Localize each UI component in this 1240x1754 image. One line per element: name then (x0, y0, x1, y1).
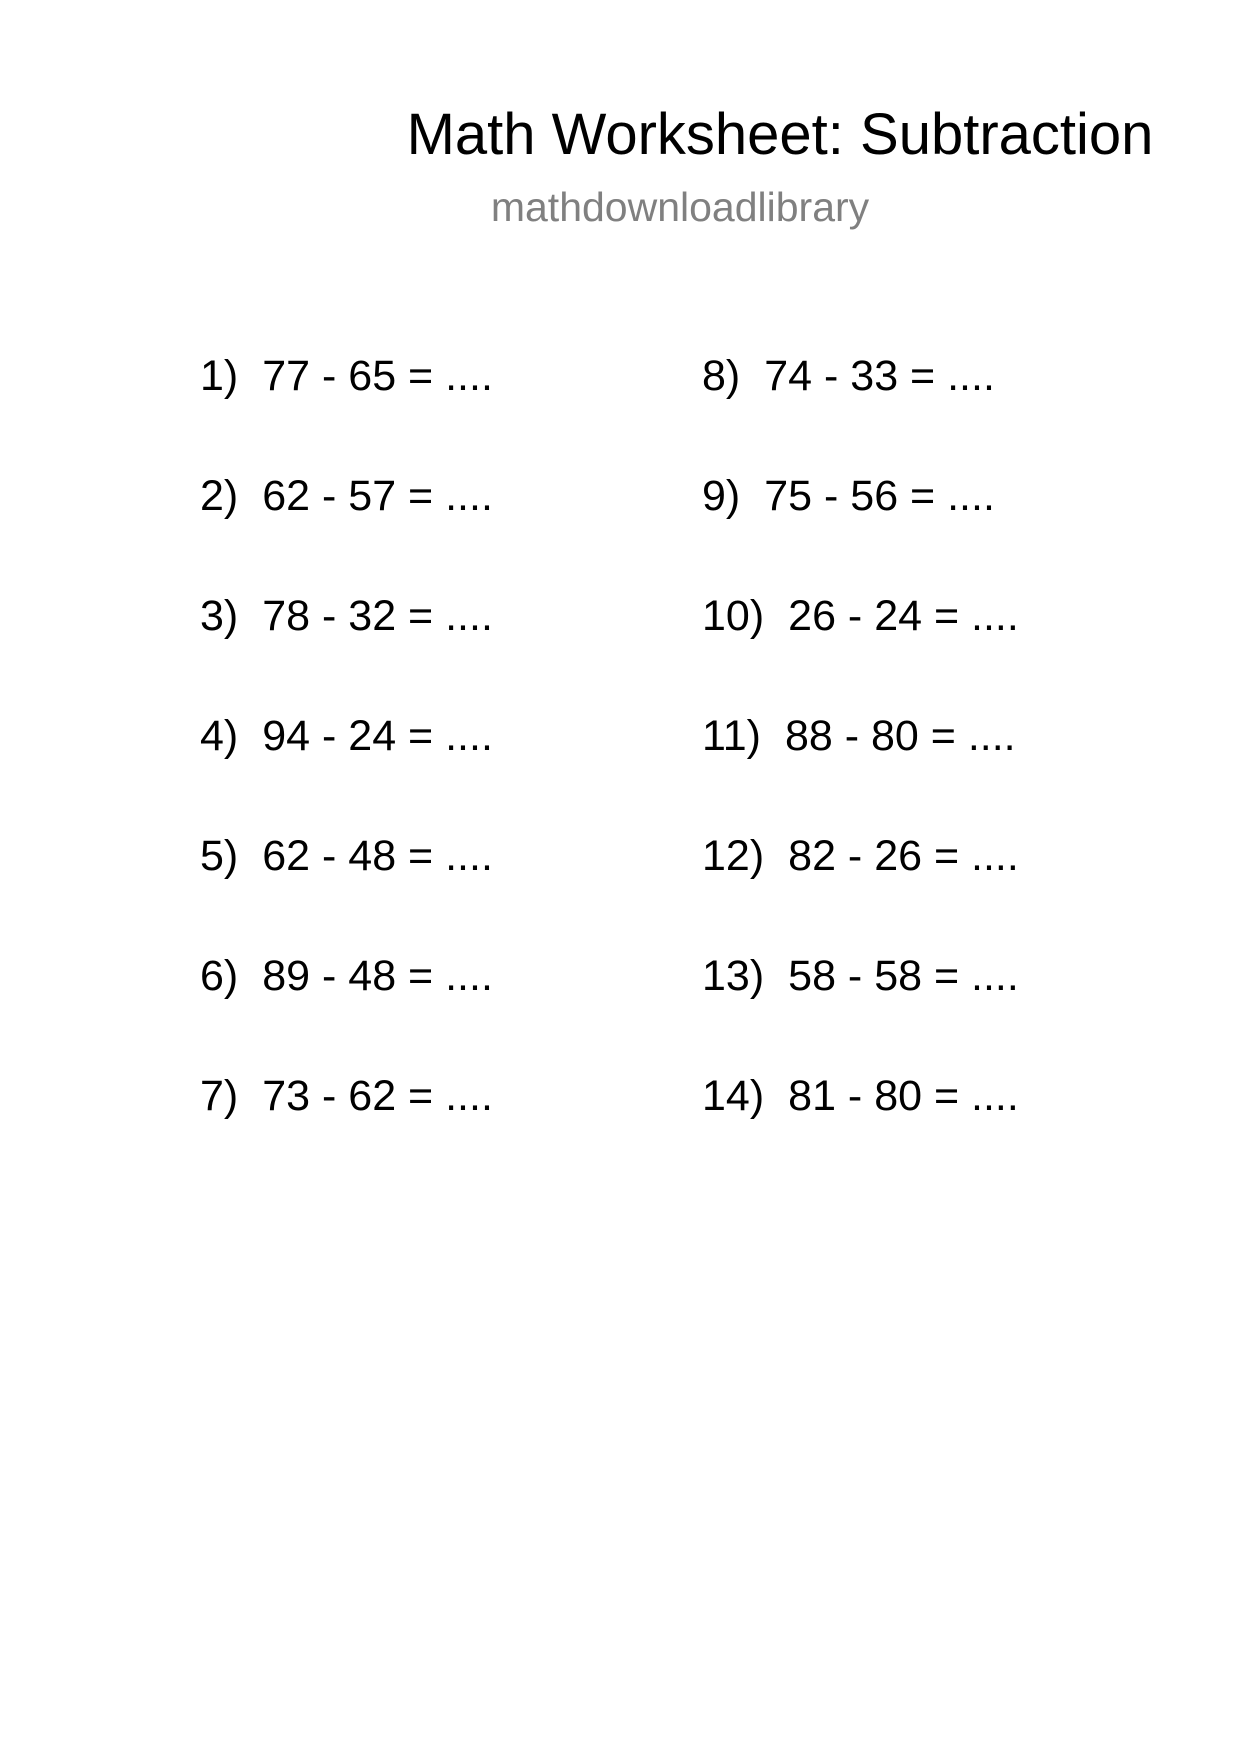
problem-expression: 58 - 58 = .... (788, 952, 1019, 1000)
problem-11 (702, 710, 1019, 830)
worksheet-title: Math Worksheet: Subtraction (406, 102, 1154, 167)
problem-expression: 89 - 48 = .... (262, 952, 493, 1000)
problem-9 (702, 470, 1019, 590)
problem-expression: 62 - 48 = .... (262, 832, 493, 880)
problem-12 (702, 830, 1019, 950)
problem-expression: 94 - 24 = .... (262, 712, 493, 760)
problem-3 (200, 590, 493, 710)
problem-column-left (200, 350, 493, 1190)
problem-column-right (702, 350, 1019, 1190)
problem-number: 1) (200, 352, 239, 400)
problem-6 (200, 950, 493, 1070)
worksheet-subtitle: mathdownloadlibrary (490, 184, 870, 230)
problem-number: 11) (702, 712, 761, 760)
problem-expression: 75 - 56 = .... (764, 472, 995, 520)
problem-expression: 81 - 80 = .... (788, 1072, 1019, 1120)
problem-4 (200, 710, 493, 830)
problem-number: 12) (702, 832, 765, 880)
problem-14 (702, 1070, 1019, 1190)
problem-expression: 74 - 33 = .... (764, 352, 995, 400)
problem-13 (702, 950, 1019, 1070)
problem-number: 5) (200, 832, 239, 880)
problem-number: 9) (702, 472, 741, 520)
problem-8 (702, 350, 1019, 470)
problem-2 (200, 470, 493, 590)
problem-number: 10) (702, 592, 765, 640)
problem-expression: 88 - 80 = .... (784, 712, 1016, 760)
problem-number: 14) (702, 1072, 765, 1120)
problem-5 (200, 830, 493, 950)
problem-number: 4) (200, 712, 239, 760)
problem-expression: 77 - 65 = .... (262, 352, 493, 400)
problem-1 (200, 350, 493, 470)
problem-number: 8) (702, 352, 741, 400)
problem-number: 7) (200, 1072, 239, 1120)
problem-number: 2) (200, 472, 239, 520)
problem-expression: 26 - 24 = .... (788, 592, 1019, 640)
problem-number: 3) (200, 592, 239, 640)
problem-expression: 73 - 62 = .... (262, 1072, 493, 1120)
problem-expression: 82 - 26 = .... (788, 832, 1019, 880)
problem-7 (200, 1070, 493, 1190)
problem-10 (702, 590, 1019, 710)
problem-expression: 62 - 57 = .... (262, 472, 493, 520)
problem-number: 6) (200, 952, 239, 1000)
problem-expression: 78 - 32 = .... (262, 592, 493, 640)
problem-number: 13) (702, 952, 765, 1000)
